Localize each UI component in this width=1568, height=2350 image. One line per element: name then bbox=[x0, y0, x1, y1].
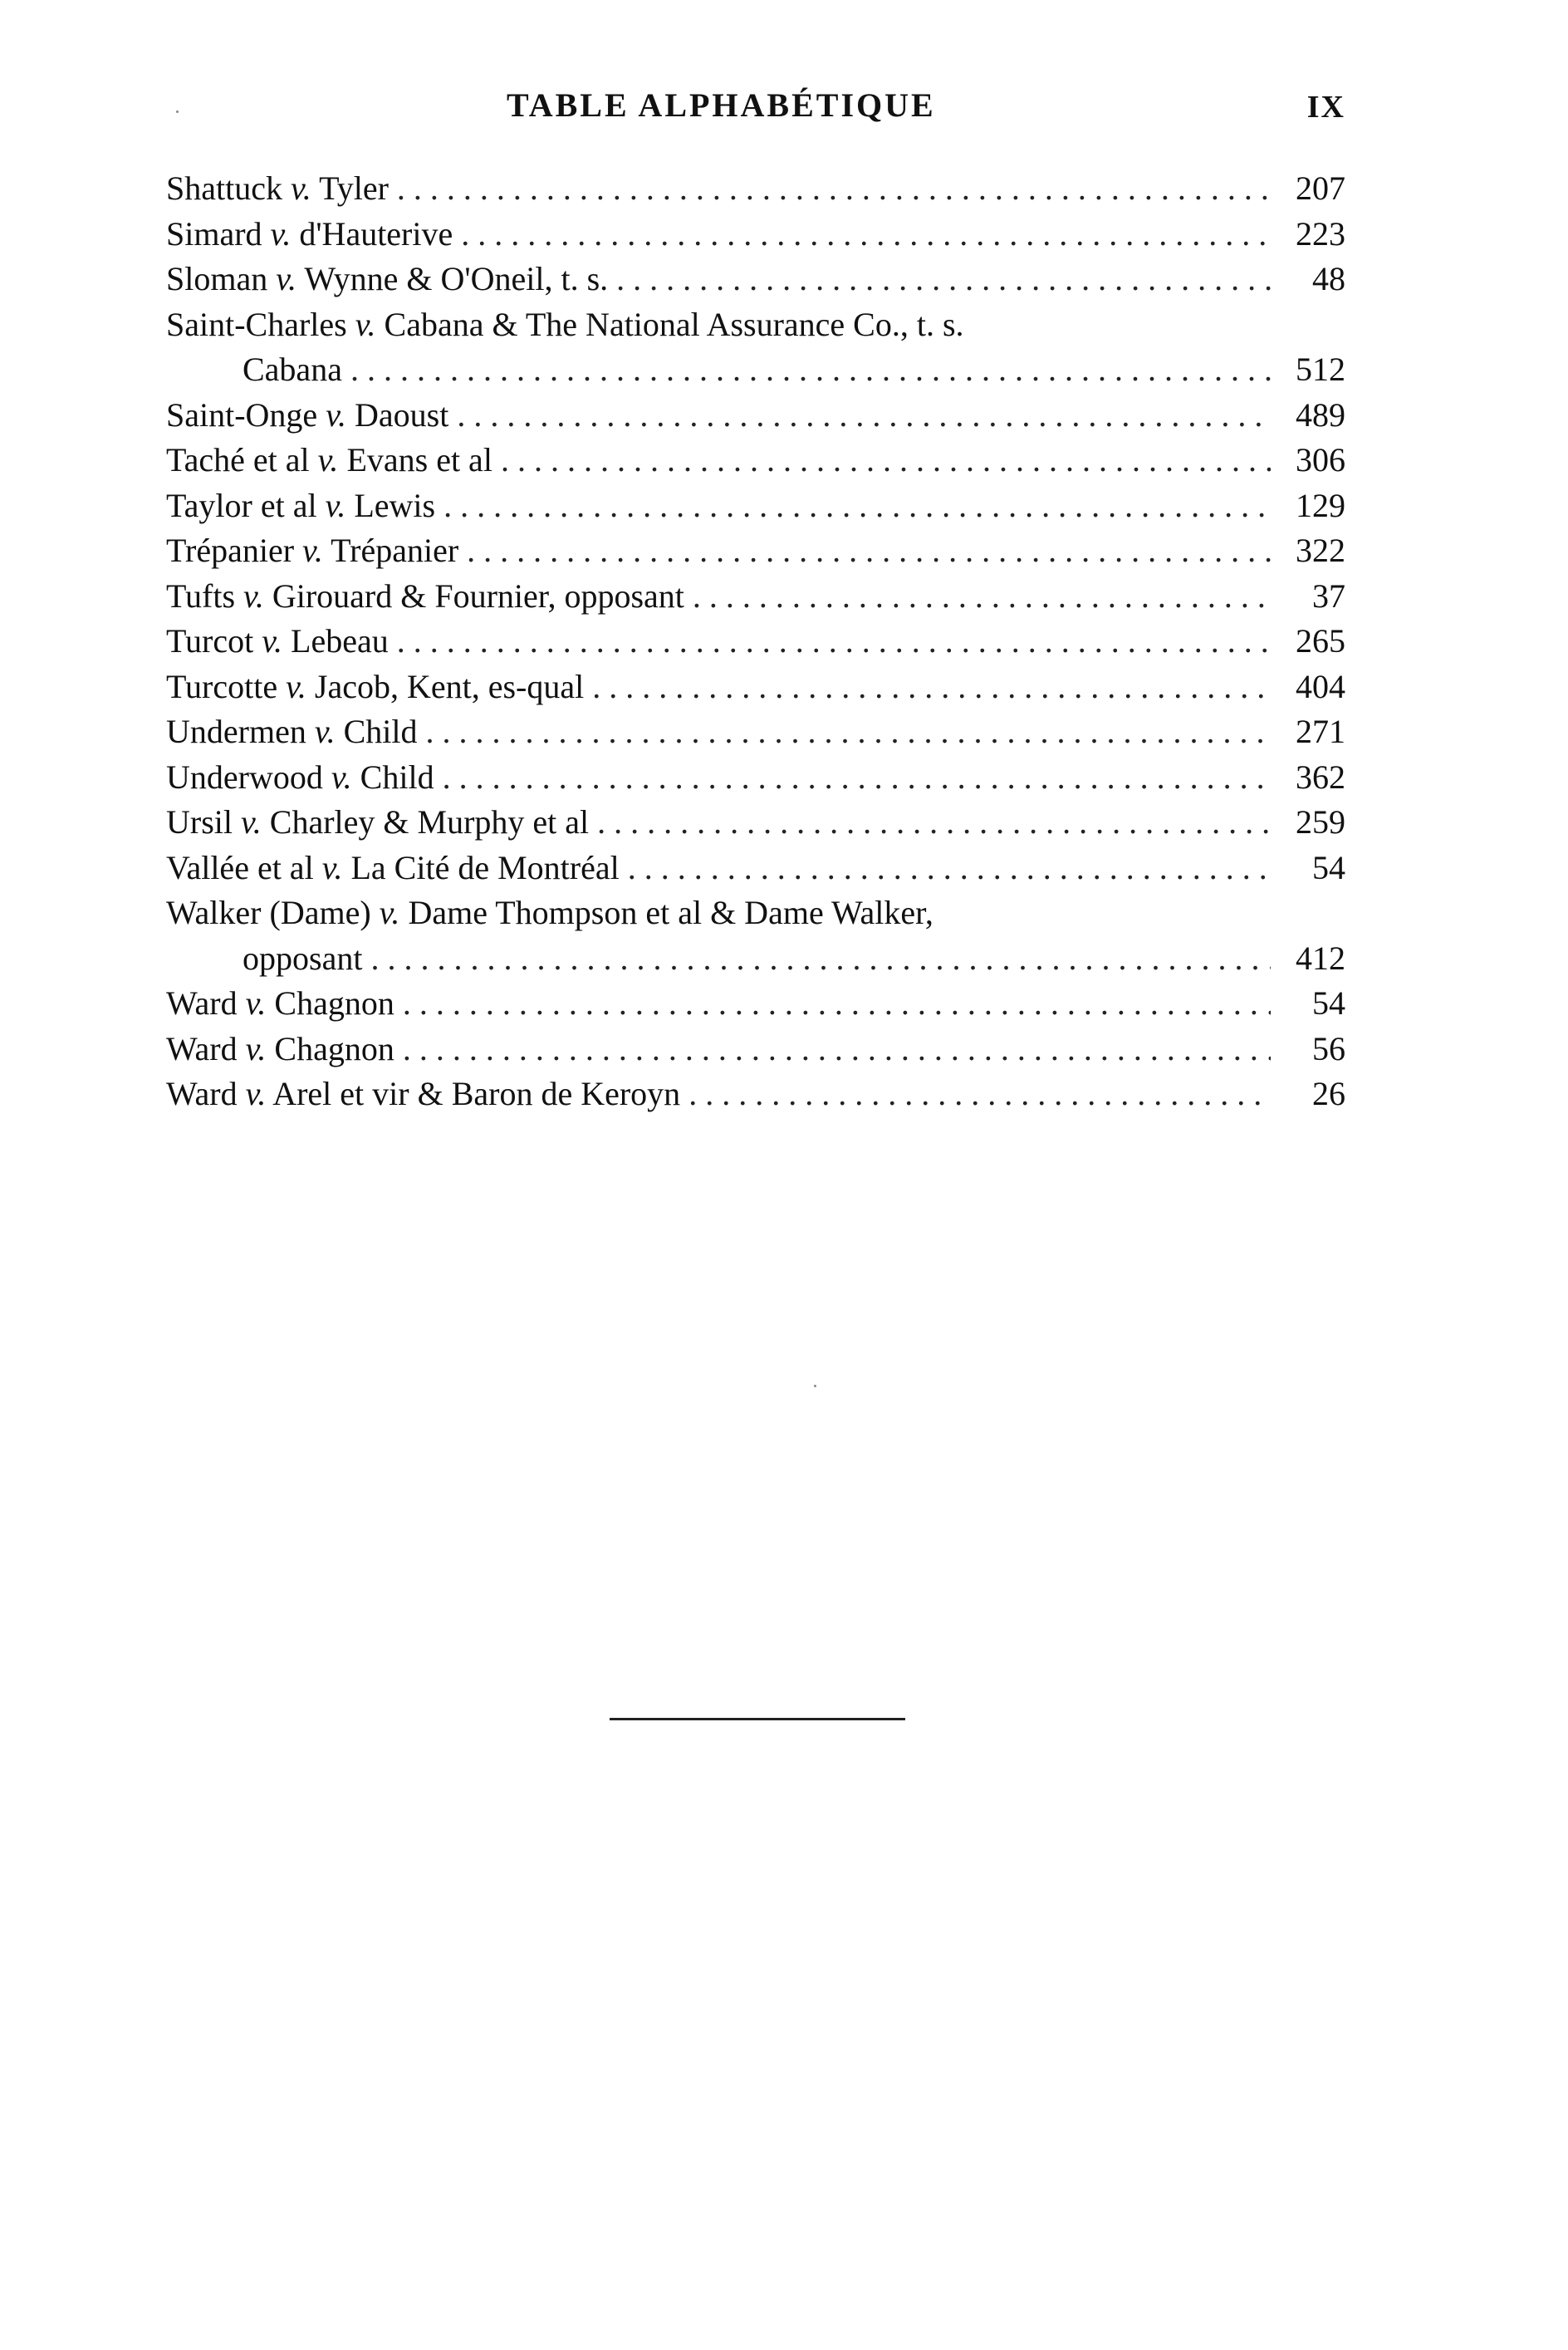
entry-versus: v. bbox=[326, 395, 346, 434]
entry-page: 223 bbox=[1296, 214, 1345, 253]
dot-leader bbox=[350, 347, 1271, 393]
entry-page: 404 bbox=[1296, 667, 1345, 705]
entry-defendant: Charley & Murphy et al bbox=[269, 803, 590, 841]
entry-plaintiff: Vallée et al bbox=[166, 848, 314, 886]
dot-leader bbox=[443, 755, 1271, 801]
entry-page: 54 bbox=[1312, 848, 1345, 886]
entry-page: 37 bbox=[1312, 576, 1345, 615]
entry-versus: v. bbox=[355, 305, 376, 343]
entry-page: 306 bbox=[1296, 441, 1345, 478]
closing-rule bbox=[610, 1718, 905, 1720]
dot-leader bbox=[597, 800, 1271, 846]
entry-versus: v. bbox=[245, 984, 267, 1022]
entry-versus: v. bbox=[245, 1075, 267, 1112]
dot-leader bbox=[397, 166, 1271, 212]
dot-leader bbox=[592, 665, 1271, 710]
entry-defendant: Cabana & The National Assurance Co., t. s. bbox=[384, 305, 964, 343]
entry-plaintiff: Taché et al bbox=[166, 441, 310, 478]
entry-versus: v. bbox=[325, 486, 346, 524]
running-header bbox=[166, 86, 1345, 135]
entry-defendant: Dame Thompson et al & Dame Walker, bbox=[408, 894, 933, 931]
entry-defendant: Tyler bbox=[319, 169, 389, 207]
entry-defendant: Child bbox=[360, 758, 434, 796]
index-entry-continuation bbox=[166, 936, 1345, 982]
entry-defendant: Trépanier bbox=[331, 532, 459, 569]
entry-defendant: Chagnon bbox=[274, 984, 394, 1022]
entry-versus: v. bbox=[379, 894, 400, 931]
entry-page: 48 bbox=[1312, 260, 1345, 297]
entry-defendant: La Cité de Montréal bbox=[350, 848, 620, 886]
entry-plaintiff: Saint-Onge bbox=[166, 395, 318, 434]
entry-plaintiff: Ward bbox=[166, 1075, 238, 1112]
entry-plaintiff: Trépanier bbox=[166, 532, 295, 569]
dot-leader bbox=[457, 393, 1271, 439]
entry-page: 322 bbox=[1296, 532, 1345, 569]
index-entry bbox=[166, 528, 1345, 574]
entry-page: 271 bbox=[1296, 713, 1345, 750]
entry-plaintiff: Saint-Charles bbox=[166, 305, 347, 343]
index-entry bbox=[166, 257, 1345, 302]
entry-page: 129 bbox=[1296, 486, 1345, 524]
entry-plaintiff: Simard bbox=[166, 214, 262, 253]
dot-leader bbox=[403, 1027, 1271, 1072]
print-speck bbox=[176, 110, 179, 113]
entry-page: 56 bbox=[1312, 1029, 1345, 1067]
index-entry bbox=[166, 438, 1345, 483]
entry-versus: v. bbox=[290, 169, 311, 207]
entry-plaintiff: Taylor et al bbox=[166, 486, 317, 524]
entry-page: 26 bbox=[1312, 1075, 1345, 1112]
entry-page: 512 bbox=[1296, 351, 1345, 388]
entry-plaintiff: Turcotte bbox=[166, 667, 278, 705]
index-entry bbox=[166, 1027, 1345, 1072]
entry-versus: v. bbox=[270, 214, 292, 253]
dot-leader bbox=[688, 1072, 1271, 1117]
dot-leader bbox=[403, 981, 1271, 1027]
header-title: TABLE ALPHABÉTIQUE bbox=[507, 86, 936, 124]
entry-defendant: Lebeau bbox=[291, 622, 389, 660]
entry-page: 207 bbox=[1296, 169, 1345, 207]
entry-defendant: d'Hauterive bbox=[299, 214, 453, 253]
entry-plaintiff: Undermen bbox=[166, 713, 306, 750]
print-speck bbox=[814, 1385, 816, 1387]
entry-versus: v. bbox=[286, 667, 306, 705]
dot-leader bbox=[397, 619, 1271, 665]
entry-defendant: Girouard & Fournier, opposant bbox=[272, 576, 684, 615]
index-entry bbox=[166, 1072, 1345, 1117]
entry-plaintiff: Walker (Dame) bbox=[166, 894, 371, 931]
entry-versus: v. bbox=[262, 622, 283, 660]
index-entry bbox=[166, 574, 1345, 620]
index-entry bbox=[166, 890, 1345, 936]
dot-leader bbox=[628, 846, 1271, 891]
entry-defendant: Lewis bbox=[354, 486, 436, 524]
entry-versus: v. bbox=[302, 532, 323, 569]
dot-leader bbox=[501, 438, 1271, 483]
entry-continuation: opposant bbox=[243, 939, 363, 977]
index-entry bbox=[166, 212, 1345, 258]
index-entry bbox=[166, 709, 1345, 755]
entry-defendant: Chagnon bbox=[274, 1029, 394, 1067]
entry-plaintiff: Underwood bbox=[166, 758, 323, 796]
entry-page: 489 bbox=[1296, 395, 1345, 434]
index-entry bbox=[166, 393, 1345, 439]
index-entry bbox=[166, 166, 1345, 212]
index-entry bbox=[166, 846, 1345, 891]
entry-plaintiff: Ward bbox=[166, 984, 238, 1022]
header-page-number: IX bbox=[1306, 90, 1345, 125]
entry-defendant: Jacob, Kent, es-qual bbox=[314, 667, 585, 705]
entry-versus: v. bbox=[241, 803, 262, 841]
dot-leader bbox=[693, 574, 1271, 620]
dot-leader bbox=[443, 483, 1271, 529]
dot-leader bbox=[370, 936, 1271, 982]
index-entry bbox=[166, 302, 1345, 348]
entry-versus: v. bbox=[245, 1029, 267, 1067]
index-entry bbox=[166, 619, 1345, 665]
index-entry bbox=[166, 981, 1345, 1027]
entry-versus: v. bbox=[276, 260, 297, 297]
entry-plaintiff: Ursil bbox=[166, 803, 233, 841]
entry-page: 259 bbox=[1296, 803, 1345, 841]
entry-versus: v. bbox=[331, 758, 352, 796]
entry-page: 412 bbox=[1296, 939, 1345, 977]
index-entry-continuation bbox=[166, 347, 1345, 393]
entry-page: 54 bbox=[1312, 984, 1345, 1022]
entry-plaintiff: Tufts bbox=[166, 576, 236, 615]
entry-plaintiff: Ward bbox=[166, 1029, 238, 1067]
entry-defendant: Evans et al bbox=[346, 441, 492, 478]
entry-continuation: Cabana bbox=[243, 351, 342, 388]
dot-leader bbox=[467, 528, 1271, 574]
entry-plaintiff: Sloman bbox=[166, 260, 268, 297]
entry-page: 362 bbox=[1296, 758, 1345, 796]
entry-defendant: Daoust bbox=[354, 395, 449, 434]
index-entry bbox=[166, 483, 1345, 529]
entry-versus: v. bbox=[321, 848, 343, 886]
index-entry bbox=[166, 800, 1345, 846]
entry-versus: v. bbox=[314, 713, 336, 750]
entry-defendant: Wynne & O'Oneil, t. s. bbox=[304, 260, 609, 297]
dot-leader bbox=[616, 257, 1271, 302]
dot-leader bbox=[461, 212, 1271, 258]
dot-leader bbox=[426, 709, 1271, 755]
entry-versus: v. bbox=[317, 441, 339, 478]
entry-plaintiff: Turcot bbox=[166, 622, 254, 660]
entry-versus: v. bbox=[243, 576, 264, 615]
entry-plaintiff: Shattuck bbox=[166, 169, 282, 207]
entry-page: 265 bbox=[1296, 622, 1345, 660]
index-entry bbox=[166, 755, 1345, 801]
entry-defendant: Arel et vir & Baron de Keroyn bbox=[272, 1075, 681, 1112]
index-entry bbox=[166, 665, 1345, 710]
entry-defendant: Child bbox=[343, 713, 418, 750]
index-entries bbox=[166, 166, 1345, 1117]
